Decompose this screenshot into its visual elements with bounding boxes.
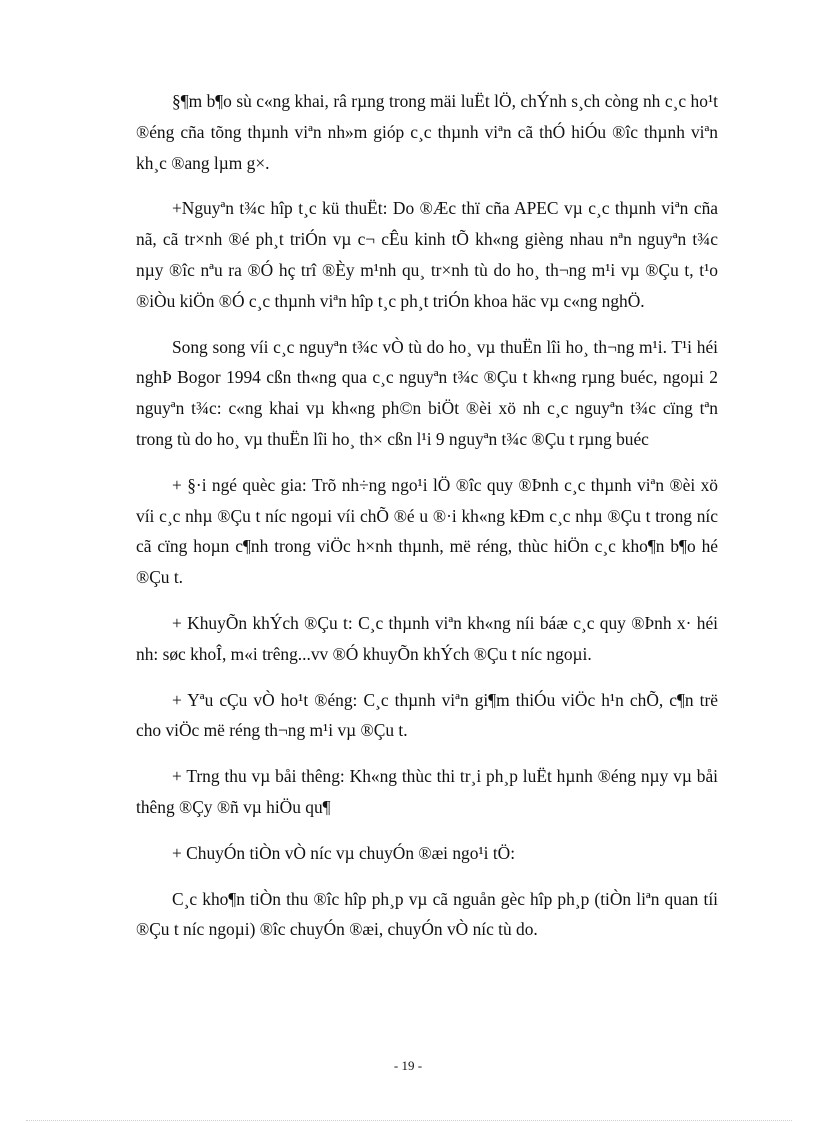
paragraph-4: + §·i ngé quèc gia: Trõ nh÷ng ngo¹i lÖ ®îc quy ®Þnh c¸c thµnh viªn ®èi xö víi c¸c nhµ ®Çu t níc ngoµi víi chÕ ®é u ®·i kh«ng kÐm c¸c nhµ ®Çu t trong níc cã cïng hoµn c¶nh trong viÖc h×nh thµnh, më réng, thùc hiÖn c¸c kho¶n b¶o hé ®Çu t. xyxy=(136,474,718,588)
paragraph-8: + ChuyÓn tiÒn vÒ níc vµ chuyÓn ®æi ngo¹i tÖ: xyxy=(172,842,516,863)
paragraph-1: §¶m b¶o sù c«ng khai, râ rµng trong mäi luËt lÖ, chÝnh s¸ch còng nh c¸c ho¹t ®éng cña tõng thµnh viªn nh»m gióp c¸c thµnh viªn cã thÓ hiÓu ®îc thµnh viªn kh¸c ®ang lµm g×. xyxy=(136,91,718,173)
document-body xyxy=(136,86,718,960)
paragraph-6: + Yªu cÇu vÒ ho¹t ®éng: C¸c thµnh viªn gi¶m thiÓu viÖc h¹n chÕ, c¶n trë cho viÖc më réng th¬ng m¹i vµ ®Çu t. xyxy=(136,689,718,741)
paragraph-9: C¸c kho¶n tiÒn thu ®îc hîp ph¸p vµ cã nguån gèc hîp ph¸p (tiÒn liªn quan tíi ®Çu t níc ngoµi) ®îc chuyÓn ®æi, chuyÓn vÒ níc tù do. xyxy=(136,888,718,940)
paragraph-3: Song song víi c¸c nguyªn t¾c vÒ tù do ho¸ vµ thuËn lîi ho¸ th¬ng m¹i. T¹i héi nghÞ Bogor 1994 cßn th«ng qua c¸c nguyªn t¾c ®Çu t kh«ng rµng buéc, ngoµi 2 nguyªn t¾c: c«ng khai vµ kh«ng ph©n biÖt ®èi xö nh c¸c nguyªn t¾c cïng tªn trong tù do ho¸ vµ thuËn lîi ho¸ th× cßn l¹i 9 nguyªn t¾c ®Çu t rµng buéc xyxy=(136,336,718,449)
paragraph-7: + Trng thu vµ båi thêng: Kh«ng thùc thi tr¸i ph¸p luËt hµnh ®éng nµy vµ båi thêng ®Çy ®ñ vµ hiÖu qu¶ xyxy=(136,766,718,817)
paragraph-2: +Nguyªn t¾c hîp t¸c kü thuËt: Do ®Æc thï cña APEC vµ c¸c thµnh viªn cña nã, cã tr×nh ®é ph¸t triÓn vµ c¬ cÊu kinh tÕ kh«ng gièng nhau nªn nguyªn t¾c nµy ®îc nªu ra ®Ó hç trî ®Èy m¹nh qu¸ tr×nh tù do ho¸ th¬ng m¹i vµ ®Çu t, t¹o ®iÒu kiÖn ®Ó c¸c thµnh viªn hîp t¸c ph¸t triÓn khoa häc vµ c«ng nghÖ. xyxy=(136,198,718,311)
page-bottom-divider xyxy=(26,1120,792,1121)
page-number: - 19 - xyxy=(393,1058,423,1073)
paragraph-5: + KhuyÕn khÝch ®Çu t: C¸c thµnh viªn kh«ng níi báæ c¸c quy ®Þnh x· héi nh: søc khoÎ, m«i trêng...vv ®Ó khuyÕn khÝch ®Çu t níc ngoµi. xyxy=(136,612,718,664)
